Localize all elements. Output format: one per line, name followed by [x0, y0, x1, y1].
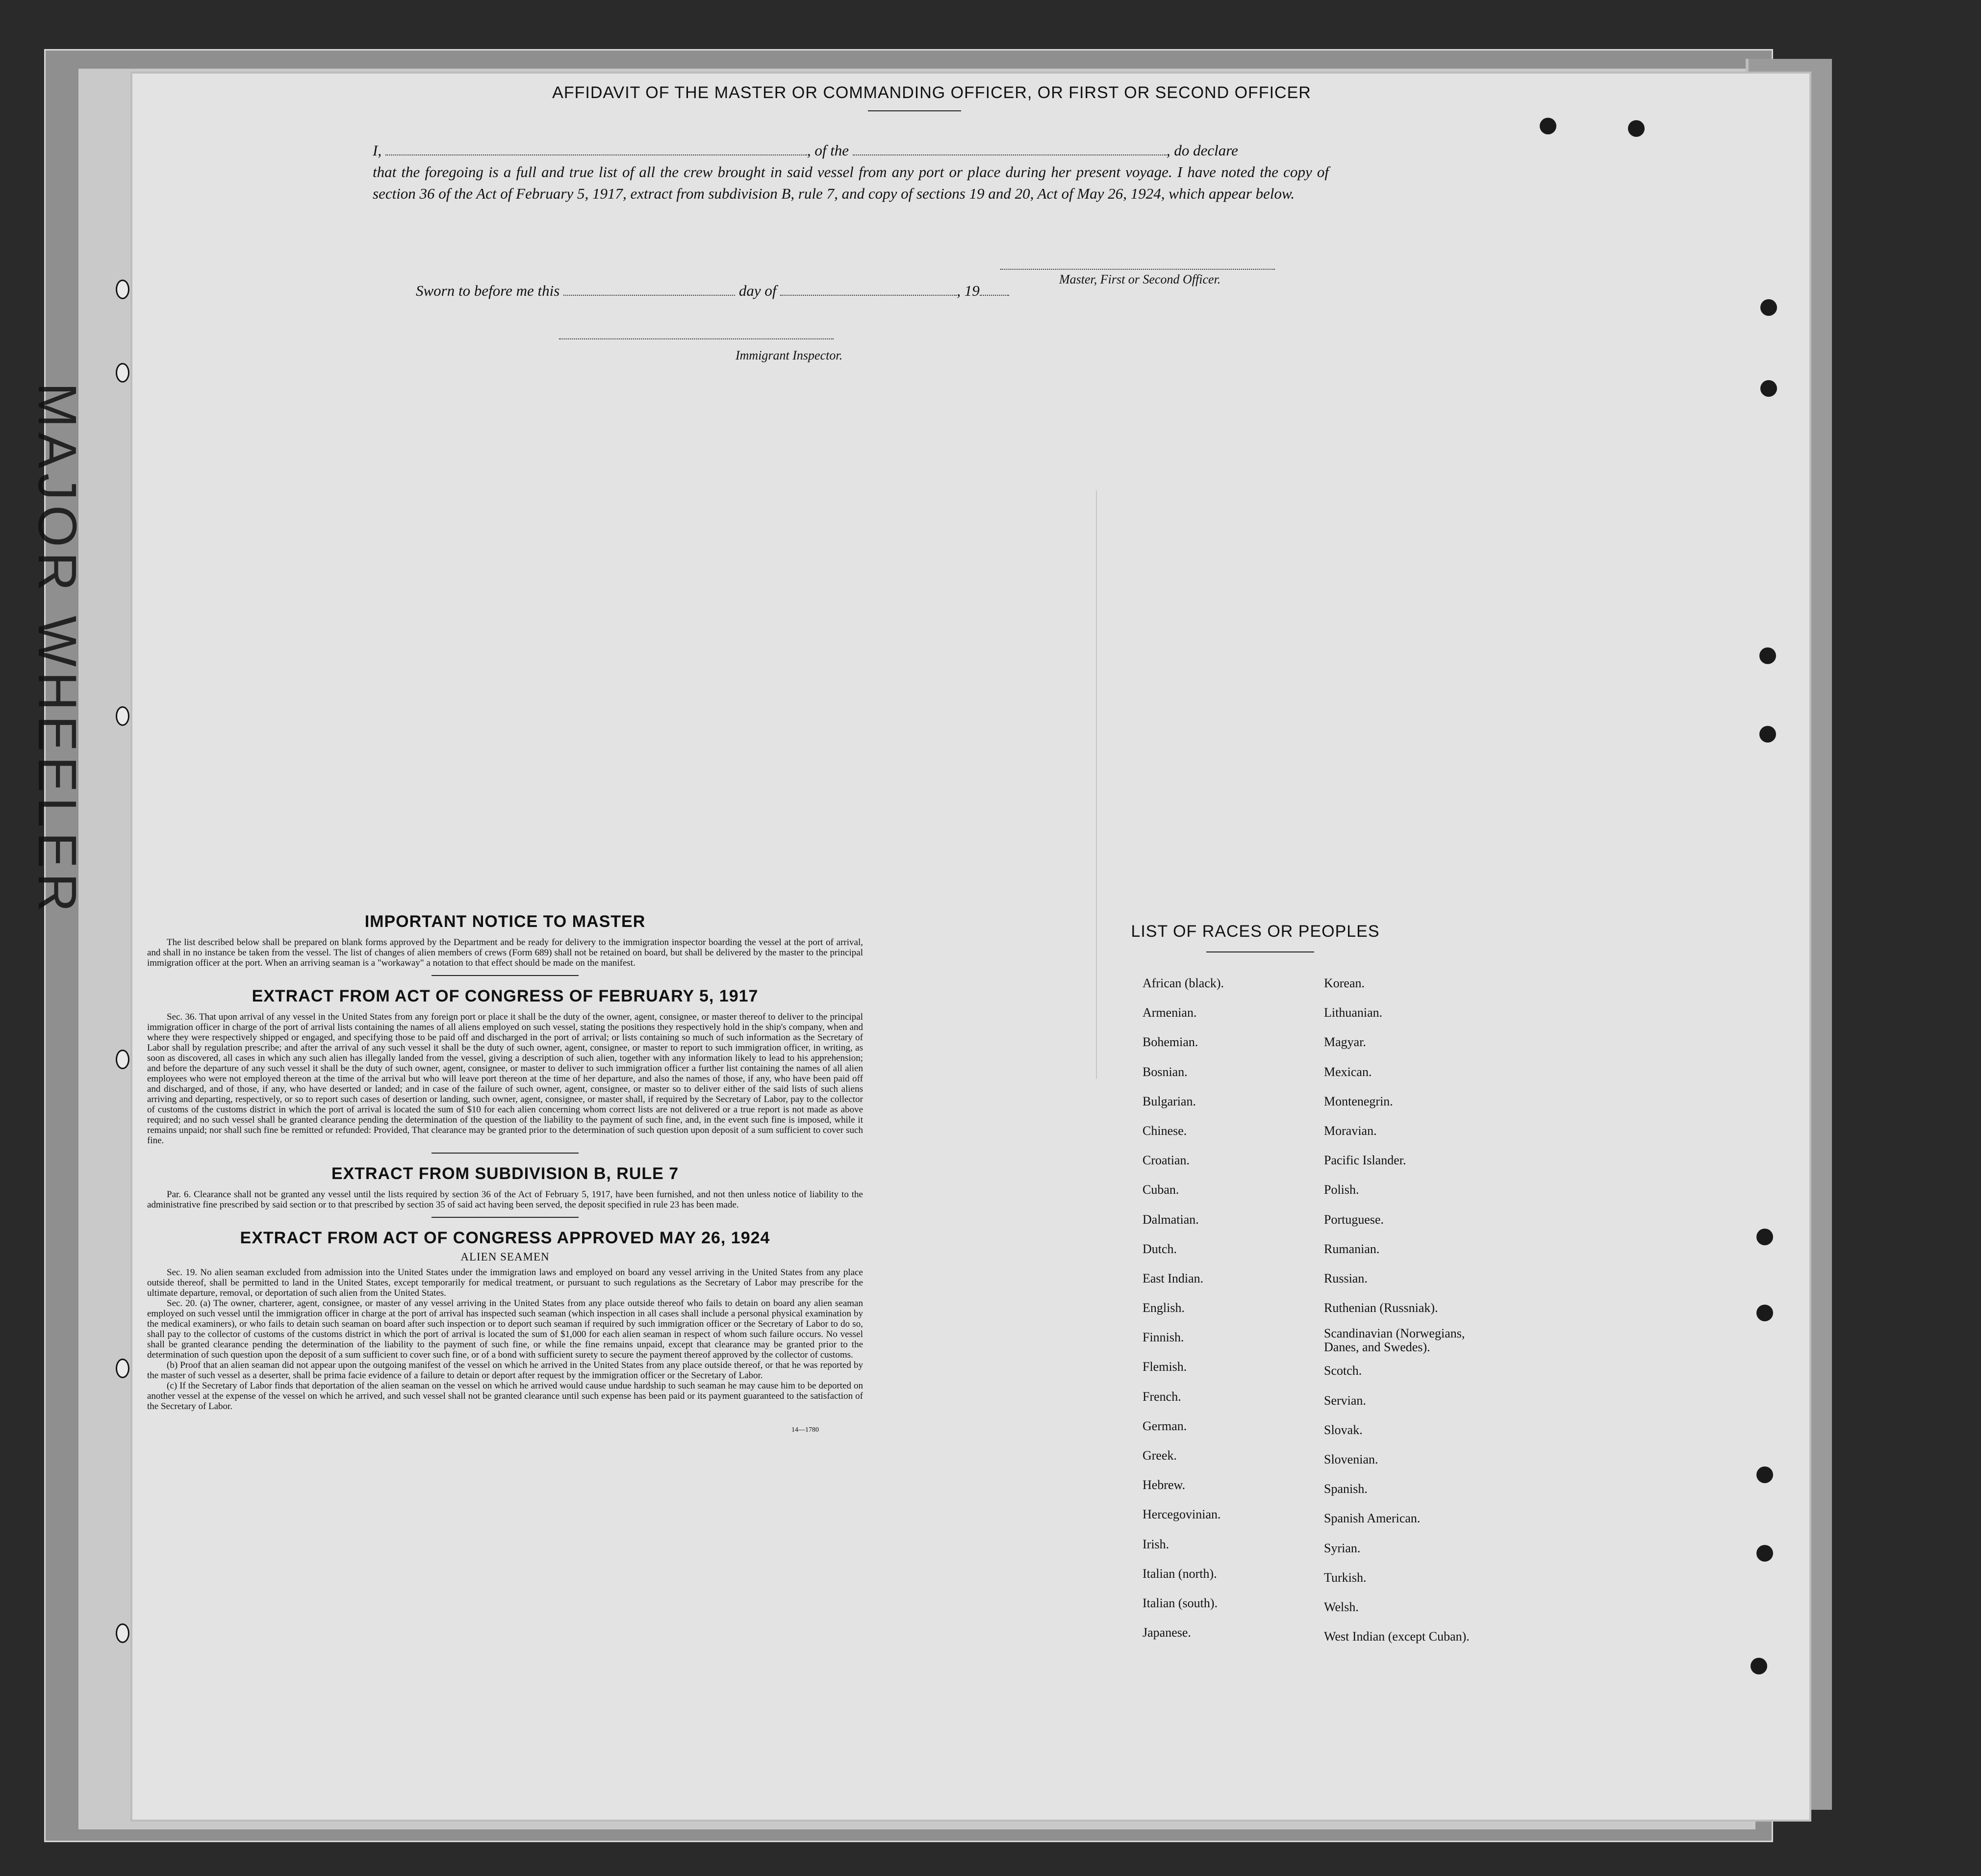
form-number: 14—1780	[791, 1426, 819, 1434]
race-item: African (black).	[1143, 976, 1224, 990]
race-item: Hebrew.	[1143, 1478, 1186, 1492]
section-rule	[432, 975, 579, 976]
notice-title: IMPORTANT NOTICE TO MASTER	[364, 912, 646, 931]
binder-hole	[1756, 1305, 1773, 1321]
race-item: Dutch.	[1143, 1241, 1177, 1256]
race-item: English.	[1143, 1301, 1185, 1315]
race-item: Hercegovinian.	[1143, 1507, 1221, 1522]
race-item: Flemish.	[1143, 1360, 1187, 1374]
race-item: Syrian.	[1324, 1541, 1361, 1555]
race-item: Spanish.	[1324, 1482, 1368, 1496]
sworn-text: Sworn to before me this	[416, 282, 560, 299]
binder-hole	[116, 1050, 129, 1069]
race-item: Pacific Islander.	[1324, 1153, 1406, 1168]
binder-hole	[1756, 1545, 1773, 1562]
affidavit-first-line	[373, 140, 1329, 161]
race-item: German.	[1143, 1418, 1187, 1433]
binder-hole	[1756, 1466, 1773, 1483]
section-rule	[432, 1217, 579, 1218]
race-item: Bosnian.	[1143, 1064, 1188, 1079]
signature-line[interactable]	[1000, 269, 1275, 270]
race-item: Ruthenian (Russniak).	[1324, 1301, 1438, 1315]
race-item: Korean.	[1324, 976, 1365, 990]
race-item: Scandinavian (Norwegians, Danes, and Swedes).	[1324, 1326, 1465, 1355]
race-item: Lithuanian.	[1324, 1005, 1383, 1020]
day-of-text: day of	[738, 282, 777, 299]
sec20b-text: (b) Proof that an alien seaman did not appear upon the outgoing manifest of the vessel on which he arrived in the United States from any place outside thereof, or that he was reported by the master of such vessel as a deserter, shall be prima facie evidence of a failure to detain or deport after request by the immigration officer or the Secretary of Labor.	[147, 1360, 863, 1381]
binder-hole	[1759, 726, 1776, 743]
notice-text: The list described below shall be prepared on blank forms approved by the Department and be ready for delivery to the immigration inspector boarding the vessel at the port of arrival, and shall in no instance be taken from the vessel. The list of changes of alien members of crews (Form 689) shall not be retained on board, but shall be delivered by the master to the principal immigration officer at the port. When an arriving seaman is a "workaway" a notation to that effect should be made on the manifest.	[147, 937, 863, 968]
race-item: Servian.	[1324, 1393, 1366, 1408]
race-item: Irish.	[1143, 1537, 1169, 1551]
affidavit-i: I,	[373, 142, 382, 159]
year-blank[interactable]	[980, 295, 1009, 296]
race-item: Turkish.	[1324, 1570, 1367, 1585]
race-item: French.	[1143, 1389, 1181, 1404]
race-item: East Indian.	[1143, 1271, 1204, 1285]
sec20a-text: Sec. 20. (a) The owner, charterer, agent, consignee, or master of any vessel arriving in the United States from any place outside thereof who fails to detain on board any alien seaman employed on such vessel until the immigration officer in charge at the port of arrival has inspected such seaman (which inspection in all cases shall include a personal physical examination by the medical examiners), or who fails to detain such seaman on board after such inspection or to deport such seaman if required by such immigration officer or the Secretary of Labor to do so, shall pay to the collector of customs of the customs district in which the port of arrival is located the sum of $1,000 for each alien seaman in respect of whom such failure occurs. No vessel shall be granted clearance pending the determination of the liability to the payment of such fine, or while the fine remains unpaid, except that clearance may be granted prior to the determination of such question upon the deposit of a sum sufficient to cover such fine, or of a bond with sufficient surety to secure the payment thereof approved by the collector of customs.	[147, 1298, 863, 1360]
signature-caption: Master, First or Second Officer.	[1059, 272, 1221, 286]
race-item: Cuban.	[1143, 1182, 1179, 1197]
inspector-caption: Immigrant Inspector.	[736, 348, 843, 362]
race-item: Finnish.	[1143, 1330, 1184, 1345]
race-item: Rumanian.	[1324, 1241, 1380, 1256]
affidavit-declaration: that the foregoing is a full and true list of all the crew brought in said vessel from any port or place during her present voyage. I have noted the copy of section 36 of the Act of February 5, 1917, extract from subdivision B, rule 7, and copy of sections 19 and 20, Act of May 26, 1924, which appear below.	[373, 163, 1329, 202]
race-item: Spanish American.	[1324, 1511, 1421, 1526]
race-item: Portuguese.	[1324, 1212, 1384, 1227]
inspector-signature-line[interactable]	[559, 338, 834, 339]
section-rule	[432, 1153, 579, 1154]
affidavit-body	[373, 140, 1329, 205]
race-item: Italian (south).	[1143, 1595, 1218, 1610]
month-blank[interactable]	[780, 295, 957, 296]
race-item: Mexican.	[1324, 1064, 1372, 1079]
title-rule	[868, 110, 961, 111]
binder-hole	[116, 280, 129, 299]
handwritten-side-label: MAJOR WHEELER	[27, 383, 87, 917]
race-item: Slovak.	[1324, 1422, 1363, 1437]
binder-hole	[116, 363, 129, 383]
race-item: Polish.	[1324, 1182, 1359, 1197]
race-item: Dalmatian.	[1143, 1212, 1199, 1227]
affidavit-declare: , do declare	[1166, 142, 1238, 159]
race-item: Scotch.	[1324, 1363, 1362, 1378]
binder-hole	[1628, 120, 1645, 137]
vessel-blank[interactable]	[853, 154, 1167, 155]
race-item: Croatian.	[1143, 1153, 1190, 1168]
race-item: Chinese.	[1143, 1123, 1187, 1138]
race-item: Armenian.	[1143, 1005, 1197, 1020]
rule7-text: Par. 6. Clearance shall not be granted any vessel until the lists required by section 36 of the Act of February 5, 1917, have been furnished, and not then unless notice of liability to the administrative fine prescribed by said section or to that prescribed by section 35 of said act having been served, the deposit specified in rule 23 has been made.	[147, 1189, 863, 1210]
binder-hole	[116, 1623, 129, 1643]
rule7-title: EXTRACT FROM SUBDIVISION B, RULE 7	[331, 1164, 679, 1183]
races-title: LIST OF RACES OR PEOPLES	[1131, 922, 1380, 941]
race-item: Russian.	[1324, 1271, 1368, 1285]
binder-hole	[1760, 380, 1777, 397]
binder-hole	[1759, 647, 1776, 664]
race-item: Bulgarian.	[1143, 1094, 1196, 1108]
sec20c-text: (c) If the Secretary of Labor finds that deportation of the alien seaman on the vessel on which he arrived would cause undue hardship to such seaman he may cause him to be deported on another vessel at the expense of the vessel on which he arrived, and such vessel shall not be granted clearance until such expense has been paid or its payment guaranteed to the satisfaction of the Secretary of Labor.	[147, 1381, 863, 1412]
race-item: Montenegrin.	[1324, 1094, 1393, 1108]
race-item: Greek.	[1143, 1448, 1177, 1463]
race-item: Magyar.	[1324, 1035, 1366, 1050]
races-column-1	[1143, 969, 1224, 1647]
binder-hole	[1751, 1658, 1767, 1674]
binder-hole	[116, 706, 129, 726]
alien-seamen-subtitle: ALIEN SEAMEN	[460, 1251, 550, 1263]
fold-line	[1096, 490, 1097, 1079]
race-item: Italian (north).	[1143, 1566, 1217, 1581]
binder-hole	[1540, 118, 1556, 134]
year-prefix: , 19	[957, 282, 980, 299]
race-item: Moravian.	[1324, 1123, 1377, 1138]
binder-hole	[1756, 1229, 1773, 1245]
sworn-line	[416, 282, 1009, 300]
extract-1917-title: EXTRACT FROM ACT OF CONGRESS OF FEBRUARY 5, 1917	[252, 987, 759, 1005]
race-item: West Indian (except Cuban).	[1324, 1629, 1470, 1644]
extract-1924-title: EXTRACT FROM ACT OF CONGRESS APPROVED MAY 26, 1924	[240, 1229, 770, 1247]
binder-hole	[1760, 299, 1777, 316]
day-blank[interactable]	[563, 295, 735, 296]
sec19-text: Sec. 19. No alien seaman excluded from admission into the United States under the immigration laws and employed on board any vessel arriving in the United States from any place outside thereof, shall be permitted to land in the United States, except temporarily for medical treatment, or pursuant to such regulations as the Secretary of Labor may prescribe for the ultimate departure, removal, or deportation of such alien from the United States.	[147, 1267, 863, 1298]
race-item: Japanese.	[1143, 1625, 1191, 1640]
race-item: Welsh.	[1324, 1599, 1359, 1614]
race-item: Slovenian.	[1324, 1452, 1378, 1466]
name-blank[interactable]	[385, 154, 807, 155]
binder-hole	[116, 1359, 129, 1378]
races-rule	[1206, 951, 1314, 952]
extract-1917-text: Sec. 36. That upon arrival of any vessel in the United States from any foreign port or place it shall be the duty of the owner, agent, consignee, or master thereof to deliver to the principal immigration officer in charge of the port of arrival lists containing the names of all aliens employed on such vessel, stating the positions they respectively hold in the ship's company, when and where they were respectively shipped or engaged, and specifying those to be paid off and discharged in the port of arrival; or lists containing so much of such information as the Secretary of Labor shall by regulation prescribe; and after the arrival of any such vessel it shall be the duty of such owner, agent, consignee, or master to report to such immigration officer, in writing, as soon as discovered, all cases in which any such alien has illegally landed from the vessel, giving a description of such alien, together with any information likely to lead to his apprehension; and before the departure of any such vessel it shall be the duty of such owner, agent, consignee, or master to deliver to such immigration officer a further list containing the names of all alien employees who were not employed thereon at the time of the arrival but who will leave port thereon at the time of her departure, and also the names of those, if any, who have been paid off and discharged, and of those, if any, who have deserted or landed; and in case of the failure of such owner, agent, consignee, or master so to deliver either of the said lists of such aliens arriving and departing, respectively, or so to report such cases of desertion or landing, such owner, agent, consignee, or master shall, if required by the Secretary of Labor, pay to the collector of customs of the customs district in which the port of arrival is located the sum of $10 for each alien concerning whom correct lists are not delivered or a true report is not made as above required; and no such vessel shall be granted clearance pending the determination of the question of the liability to the payment of such fine, and, in the event such fine is imposed, while it remains unpaid; nor shall such fine be remitted or refunded: Provided, That clearance may be granted prior to the determination of such question upon deposit of a sum sufficient to cover such fine.	[147, 1012, 863, 1146]
affidavit-title: AFFIDAVIT OF THE MASTER OR COMMANDING OFFICER, OR FIRST OR SECOND OFFICER	[552, 83, 1311, 102]
notice-column	[147, 912, 863, 1434]
affidavit-of-the: , of the	[807, 142, 849, 159]
race-item: Bohemian.	[1143, 1035, 1198, 1050]
races-column-2	[1324, 969, 1471, 1651]
